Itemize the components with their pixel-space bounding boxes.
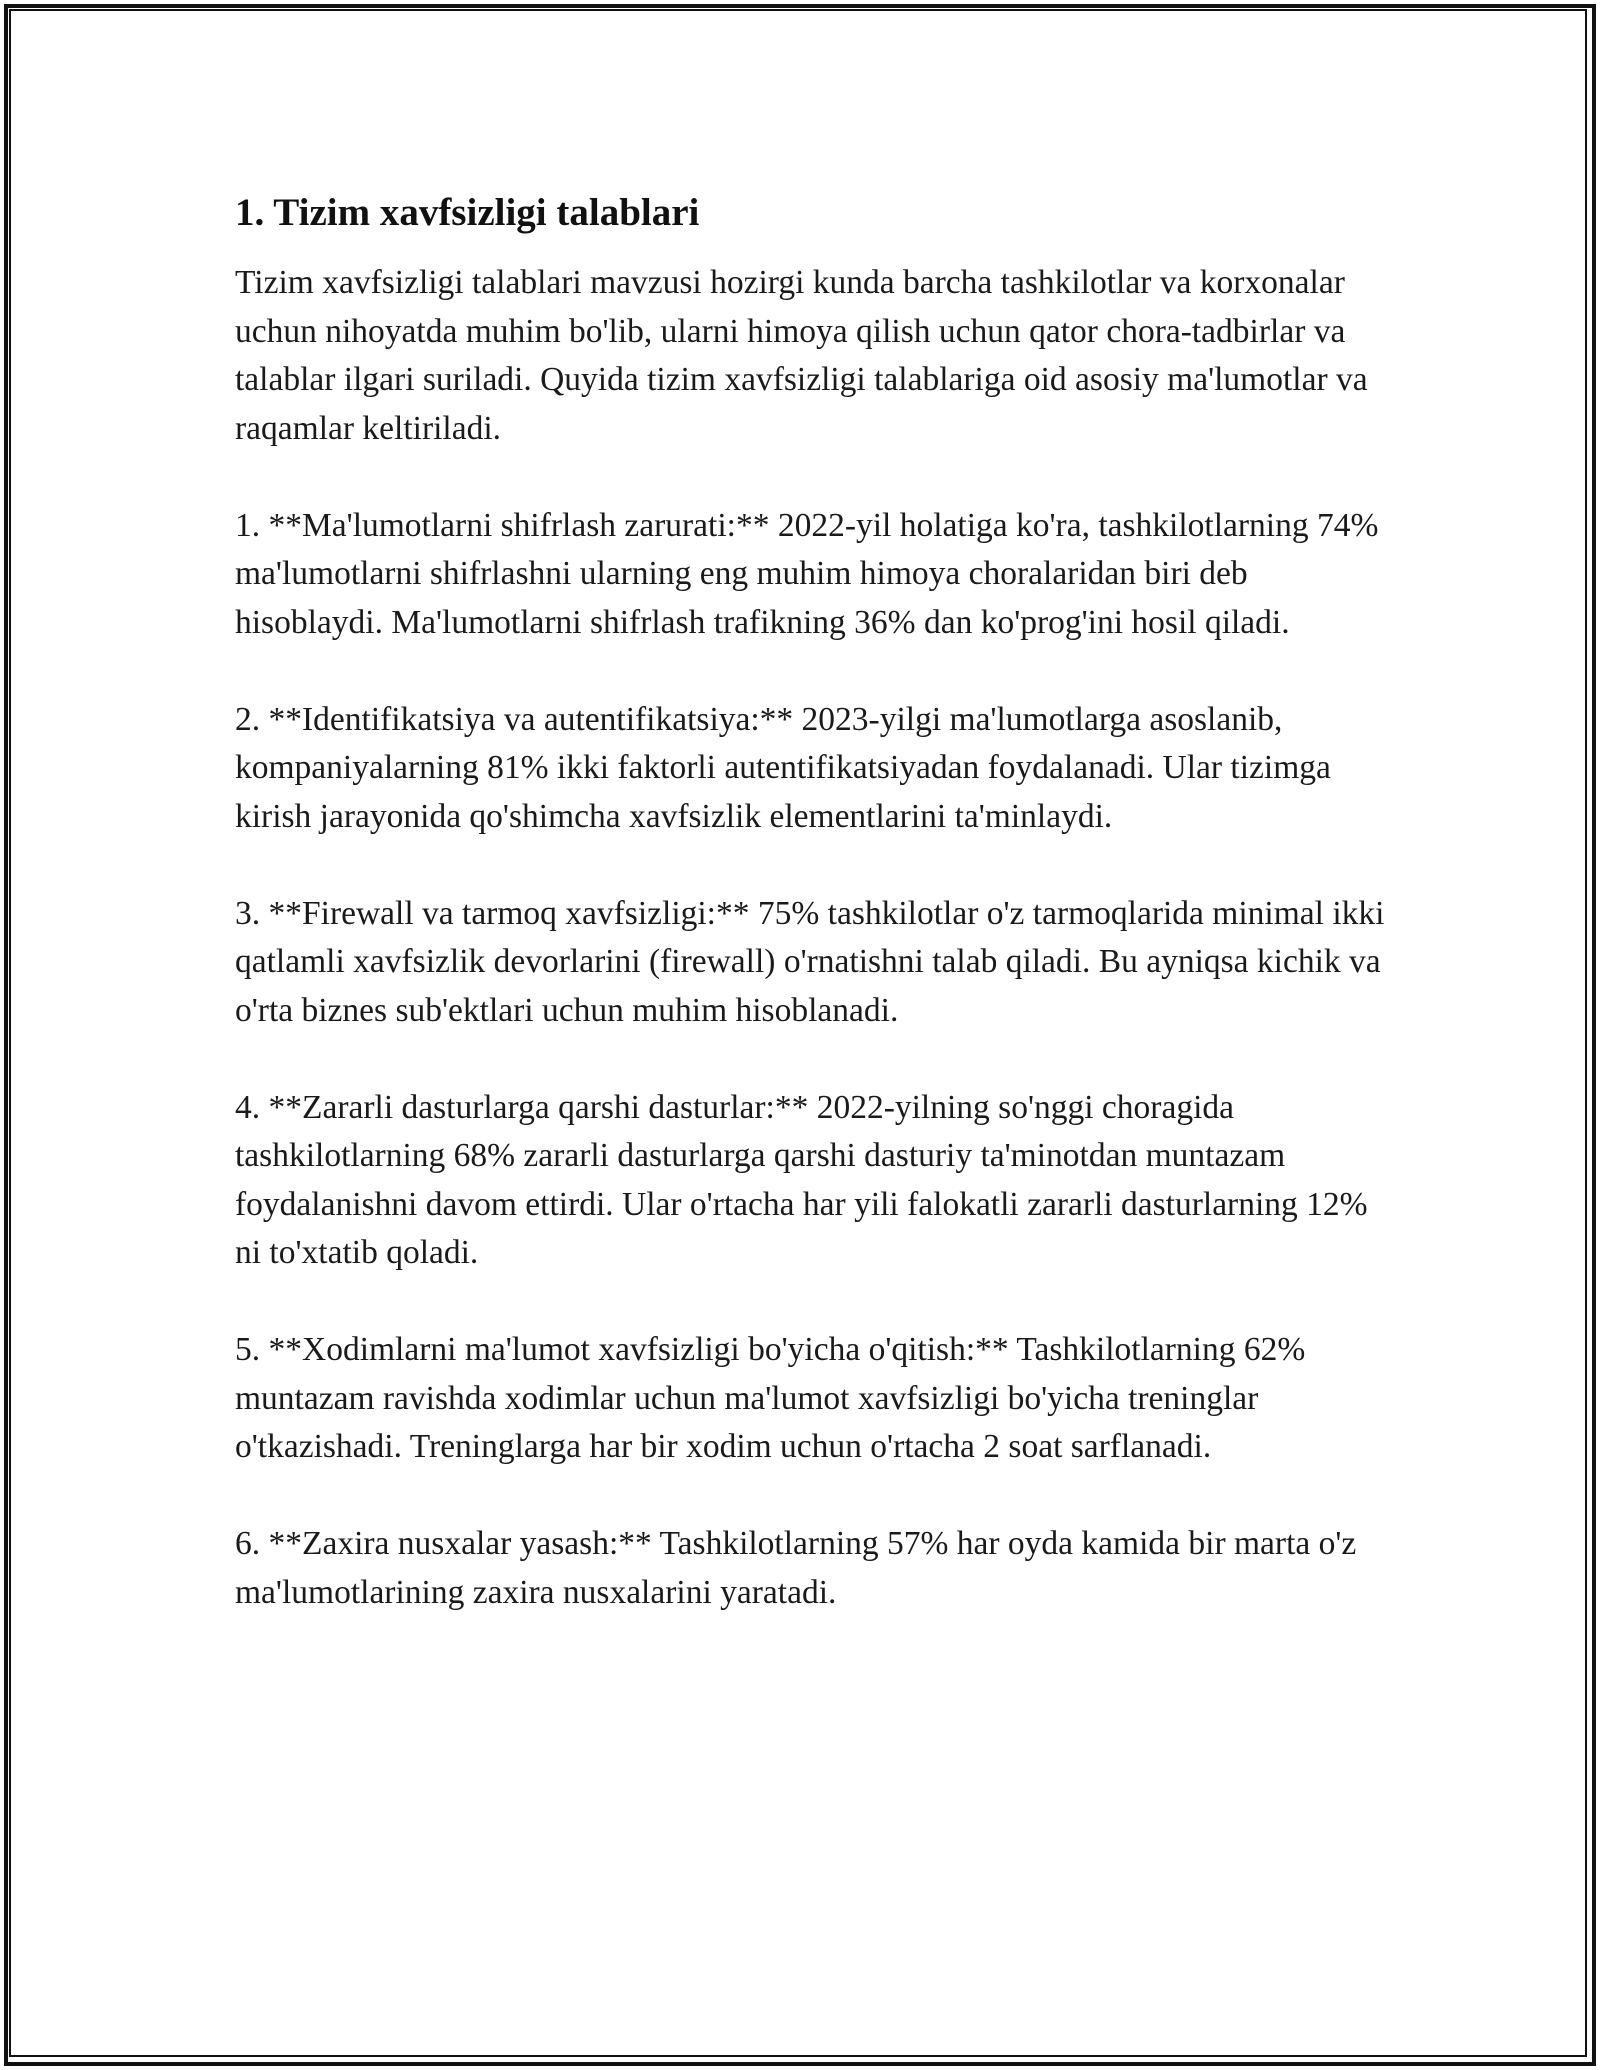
requirement-item-antimalware: 4. **Zararli dasturlarga qarshi dasturlar:** 2022-yilning so'nggi choragida tashkilotlarning 68% zararli dasturlarga qarshi dasturiy ta'minotdan muntazam foydalanishni davom ettirdi. Ular o'rtacha har yili falokatli zararli dasturlarning 12% ni to'xtatib qoladi. [235, 1088, 1376, 1271]
document-title: 1. Tizim xavfsizligi talablari [235, 191, 700, 234]
requirement-item-training: 5. **Xodimlarni ma'lumot xavfsizligi bo'yicha o'qitish:** Tashkilotlarning 62% muntazam ravishda xodimlar uchun ma'lumot xavfsizligi bo'yicha treninglar o'tkazishadi. Treninglarga har bir xodim uchun o'rtacha 2 soat sarflanadi. [235, 1331, 1314, 1465]
requirement-item-authentication: 2. **Identifikatsiya va autentifikatsiya:** 2023-yilgi ma'lumotlarga asoslanib, kompaniyalarning 81% ikki faktorli autentifikatsiyadan foydalanadi. Ular tizimga kirish jarayonida qo'shimcha xavfsizlik elementlarini ta'minlaydi. [235, 700, 1340, 835]
intro-paragraph: Tizim xavfsizligi talablari mavzusi hozirgi kunda barcha tashkilotlar va korxonalar uchun nihoyatda muhim bo'lib, ularni himoya qilish uchun qator chora-tadbirlar va talablar ilgari suriladi. Quyida tizim xavfsizligi talablariga oid asosiy ma'lumotlar va raqamlar keltiriladi. [235, 264, 1376, 447]
requirement-item-firewall: 3. **Firewall va tarmoq xavfsizligi:** 75% tashkilotlar o'z tarmoqlarida minimal ikki qatlamli xavfsizlik devorlarini (firewall) o'rnatishni talab qiladi. Bu ayniqsa kichik va o'rta biznes sub'ektlari uchun muhim hisoblanadi. [235, 894, 1393, 1029]
requirement-item-encryption: 1. **Ma'lumotlarni shifrlash zarurati:** 2022-yil holatiga ko'ra, tashkilotlarning 74% ma'lumotlarni shifrlashni ularning eng muhim himoya choralaridan biri deb hisoblaydi. Ma'lumotlarni shifrlash trafikning 36% dan ko'prog'ini hosil qiladi. [235, 506, 1387, 641]
requirement-item-backup: 6. **Zaxira nusxalar yasash:** Tashkilotlarning 57% har oyda kamida bir marta o'z ma'lumotlarining zaxira nusxalarini yaratadi. [235, 1525, 1365, 1611]
document-body [235, 185, 1393, 1666]
